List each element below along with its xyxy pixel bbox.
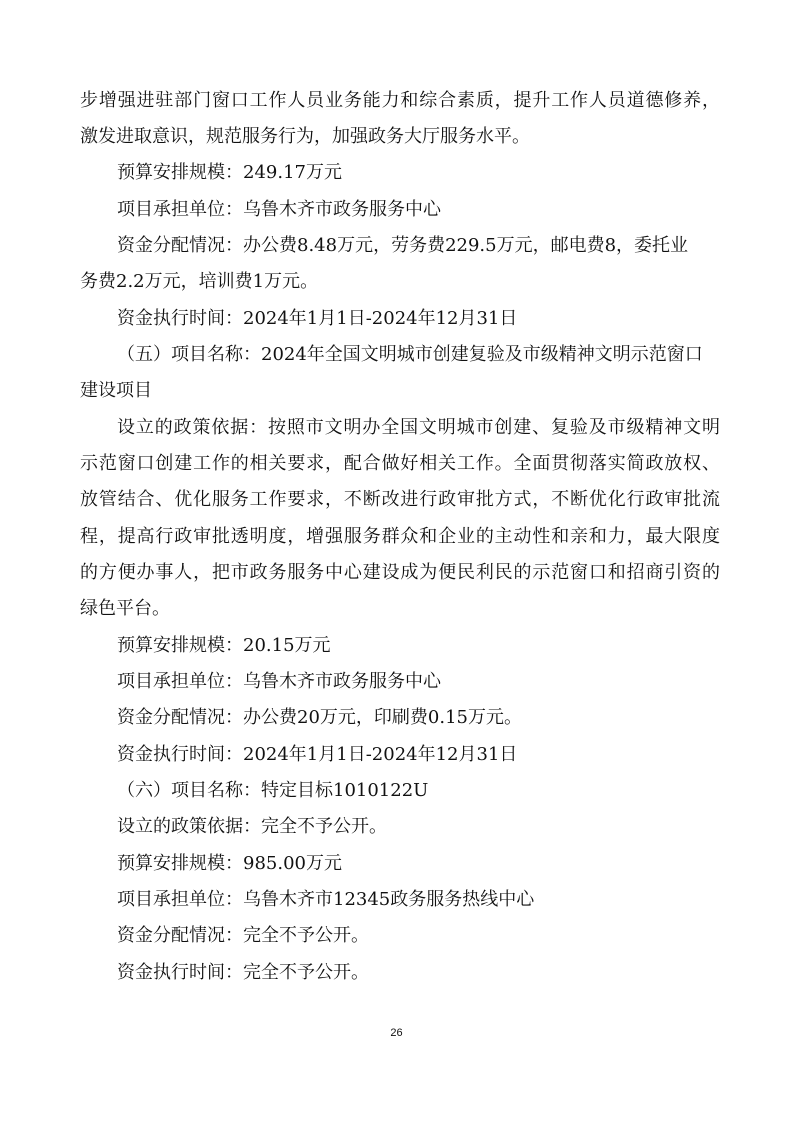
project-unit-line: 项目承担单位：乌鲁木齐市政务服务中心 [117,671,441,692]
budget-scale-line: 预算安排规模：20.15万元 [117,635,331,656]
execution-time-line: 资金执行时间：2024年1月1日-2024年12月31日 [117,744,518,765]
section-heading-5: （五）项目名称：2024年全国文明城市创建复验及市级精神文明示范窗口 [117,344,703,365]
body-line: 激发进取意识，规范服务行为，加强政务大厅服务水平。 [80,126,530,147]
policy-basis-line: 设立的政策依据：按照市文明办全国文明城市创建、复验及市级精神文明 [117,417,720,438]
project-unit-line: 项目承担单位：乌鲁木齐市政务服务中心 [117,199,441,220]
body-line: 绿色平台。 [80,598,170,619]
body-line: 的方便办事人，把市政务服务中心建设成为便民利民的示范窗口和招商引资的 [80,562,720,583]
fund-allocation-line: 资金分配情况：完全不予公开。 [117,925,369,946]
body-line: 建设项目 [80,380,152,401]
body-line: 示范窗口创建工作的相关要求，配合做好相关工作。全面贯彻落实简政放权、 [80,453,720,474]
execution-time-line: 资金执行时间：2024年1月1日-2024年12月31日 [117,308,518,329]
page-number: 26 [390,1027,403,1039]
fund-allocation-line: 资金分配情况：办公费20万元，印刷费0.15万元。 [117,707,522,728]
budget-scale-line: 预算安排规模：249.17万元 [117,162,342,183]
budget-scale-line: 预算安排规模：985.00万元 [117,853,342,874]
body-line: 放管结合、优化服务工作要求，不断改进行政审批方式，不断优化行政审批流 [80,489,720,510]
fund-allocation-line: 资金分配情况：办公费8.48万元，劳务费229.5万元，邮电费8，委托业 [117,235,689,256]
body-line: 程，提高行政审批透明度，增强服务群众和企业的主动性和亲和力，最大限度 [80,526,720,547]
project-unit-line: 项目承担单位：乌鲁木齐市12345政务服务热线中心 [117,889,535,910]
policy-basis-line: 设立的政策依据：完全不予公开。 [117,816,387,837]
section-heading-6: （六）项目名称：特定目标1010122U [117,780,429,801]
body-line: 步增强进驻部门窗口工作人员业务能力和综合素质，提升工作人员道德修养， [80,90,720,111]
execution-time-line: 资金执行时间：完全不予公开。 [117,962,369,983]
body-line: 务费2.2万元，培训费1万元。 [80,271,319,292]
